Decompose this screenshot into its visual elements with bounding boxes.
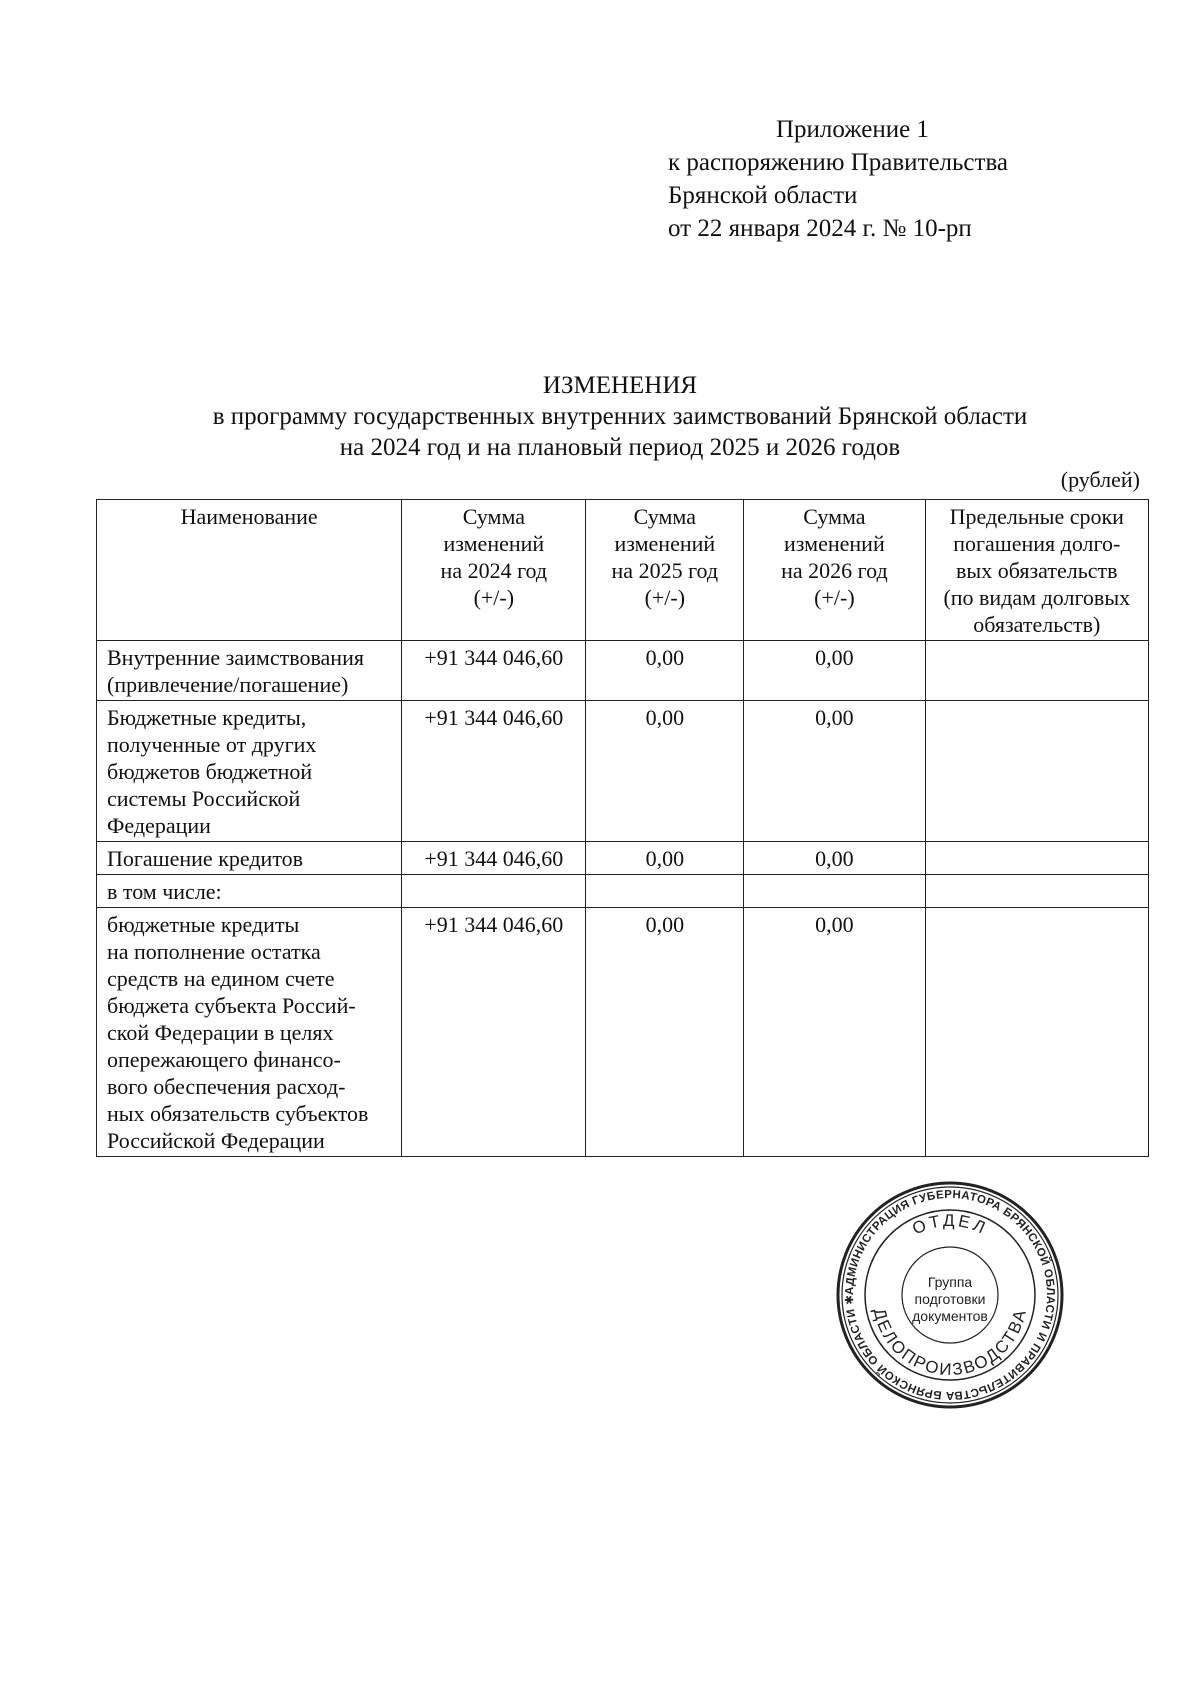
row-value-2025 xyxy=(586,875,744,908)
stamp-inner-bottom: ДЕЛОПРОИЗВОДСТВА xyxy=(869,1306,1031,1380)
row-value-2024: +91 344 046,60 xyxy=(402,701,586,842)
appendix-date-number: от 22 января 2024 г. № 10-рп xyxy=(668,215,972,242)
header-term: Предельные сроки погашения долго- вых обязательств (по видам долговых обязательств) xyxy=(925,500,1148,641)
row-term xyxy=(925,701,1148,842)
row-name: бюджетные кредиты на пополнение остатка средств на едином счете бюджета субъекта Россий- ской Федерации в целях опережающего финансо- вого обеспечения расход- ных обязательств субъектов Российской Федерации xyxy=(97,908,402,1157)
appendix-block xyxy=(668,113,1008,245)
table-header-row xyxy=(97,500,1149,641)
header-2024: Сумма изменений на 2024 год (+/-) xyxy=(402,500,586,641)
title-subject: в программу государственных внутренних заимствований Брянской области xyxy=(212,403,1028,430)
table-row xyxy=(97,875,1149,908)
row-term xyxy=(925,842,1148,875)
row-value-2024: +91 344 046,60 xyxy=(402,641,586,701)
stamp-center-text: Группа подготовки документов xyxy=(912,1273,988,1324)
appendix-reference: к распоряжению Правительства xyxy=(668,149,1009,176)
title-heading: ИЗМЕНЕНИЯ xyxy=(542,372,698,399)
row-value-2025: 0,00 xyxy=(586,842,744,875)
units-label: (рублей) xyxy=(1060,467,1140,492)
table-row xyxy=(97,908,1149,1157)
row-name: Внутренние заимствования (привлечение/погашение) xyxy=(97,641,402,701)
row-value-2024: +91 344 046,60 xyxy=(402,842,586,875)
table-row xyxy=(97,641,1149,701)
row-term xyxy=(925,641,1148,701)
document-title xyxy=(95,370,1145,463)
appendix-region: Брянской области xyxy=(668,182,858,209)
table-row xyxy=(97,842,1149,875)
header-2026: Сумма изменений на 2026 год (+/-) xyxy=(744,500,925,641)
row-name: Бюджетные кредиты, полученные от других бюджетов бюджетной системы Российской Федерации xyxy=(97,701,402,842)
row-value-2025: 0,00 xyxy=(586,701,744,842)
row-value-2026: 0,00 xyxy=(744,701,925,842)
row-name: Погашение кредитов xyxy=(97,842,402,875)
row-term xyxy=(925,875,1148,908)
stamp-inner-top: ОТДЕЛ xyxy=(909,1210,991,1239)
row-value-2024 xyxy=(402,875,586,908)
row-value-2025: 0,00 xyxy=(586,641,744,701)
table-row xyxy=(97,701,1149,842)
header-name: Наименование xyxy=(97,500,402,641)
stamp-outer-text: АДМИНИСТРАЦИЯ ГУБЕРНАТОРА БРЯНСКОЙ ОБЛАСТИ И ПРАВИТЕЛЬСТВА БРЯНСКОЙ ОБЛАСТИ ✱ xyxy=(843,1188,1057,1402)
office-stamp xyxy=(835,1180,1065,1410)
header-2025: Сумма изменений на 2025 год (+/-) xyxy=(586,500,744,641)
row-value-2024: +91 344 046,60 xyxy=(402,908,586,1157)
row-name: в том числе: xyxy=(97,875,402,908)
row-value-2026: 0,00 xyxy=(744,641,925,701)
row-term xyxy=(925,908,1148,1157)
row-value-2026 xyxy=(744,875,925,908)
borrowings-table xyxy=(96,499,1149,1157)
title-period: на 2024 год и на плановый период 2025 и 2026 годов xyxy=(339,434,901,461)
row-value-2025: 0,00 xyxy=(586,908,744,1157)
row-value-2026: 0,00 xyxy=(744,842,925,875)
appendix-number: Приложение 1 xyxy=(776,116,929,143)
row-value-2026: 0,00 xyxy=(744,908,925,1157)
